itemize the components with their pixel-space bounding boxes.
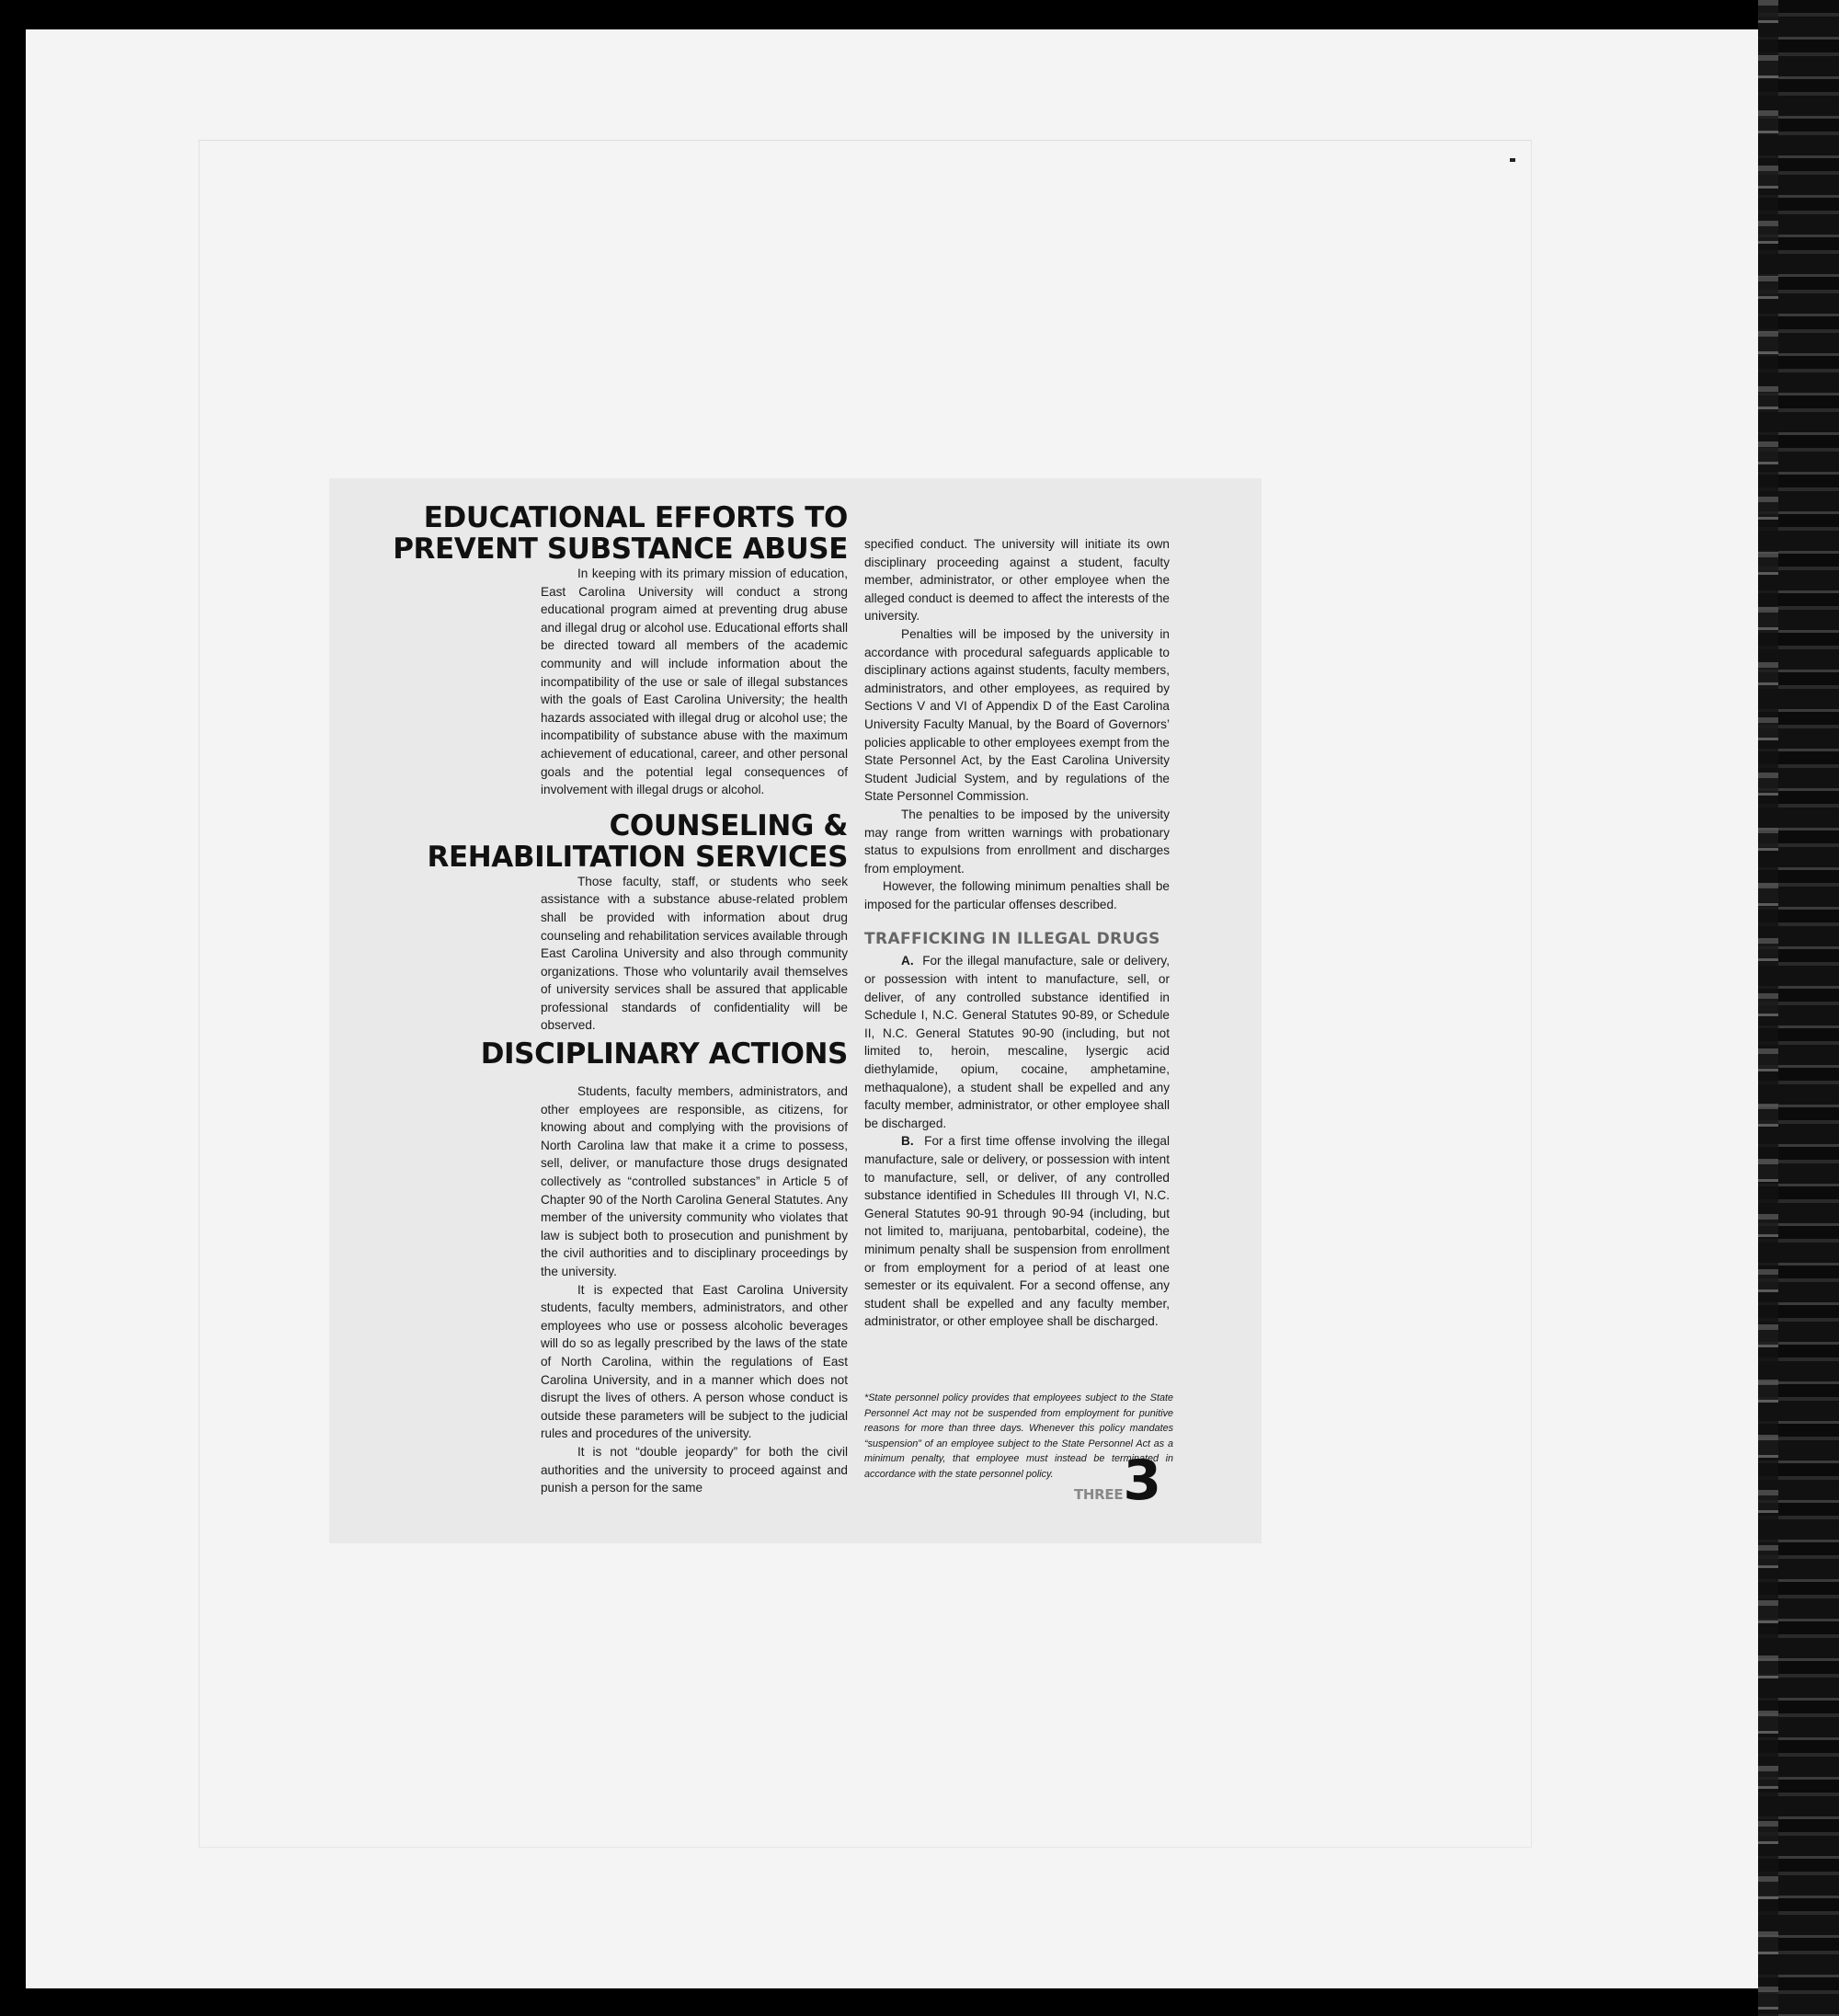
counseling-heading <box>427 808 848 874</box>
disciplinary-heading: DISCIPLINARY ACTIONS <box>480 1037 848 1071</box>
scan-edge-texture <box>1758 0 1778 2016</box>
disciplinary-paragraph-7: However, the following minimum penalties shall be imposed for the particular offenses described. <box>864 879 1170 911</box>
trafficking-paragraph-b <box>864 1132 1170 1331</box>
educational-heading-line2: PREVENT SUBSTANCE ABUSE <box>393 533 848 566</box>
right-column <box>864 535 1170 1331</box>
footnote: *State personnel policy provides that employees subject to the State Personnel Act may not be suspended from employment for punitive reasons for more than three days. Whenever this policy mandates “suspension” of an employee subject to the State Personnel Act as a minimum penalty, that employee must instead be terminated in accordance with the state personnel policy. <box>864 1392 1173 1480</box>
scan-mark <box>1510 158 1515 162</box>
trafficking-label-a: A. <box>901 954 914 968</box>
educational-paragraph: In keeping with its primary mission of education, East Carolina University will conduct a strong educational program aimed at preventing drug abuse and illegal drug or alcohol use. Educational efforts shall be directed toward all members of the academic community and will include information about the incompatibility of the use or sale of illegal substances with the goals of East Carolina University; the health hazards associated with illegal drug or alcohol use; the incompatibility of substance abuse with the maximum achievement of educational, career, and other personal goals and the potential legal consequences of involvement with illegal drugs or alcohol. <box>541 567 848 797</box>
disciplinary-paragraph-4: specified conduct. The university will initiate its own disciplinary proceeding against a student, faculty member, administrator, or other employee when the alleged conduct is deemed to affect the interests of the university. <box>864 537 1170 624</box>
disciplinary-paragraph-3: It is not “double jeopardy” for both the civil authorities and the university to proceed against and punish a person for the same <box>541 1444 848 1495</box>
educational-heading-line1: EDUCATIONAL EFFORTS TO <box>423 501 848 534</box>
trafficking-label-b: B. <box>901 1134 914 1149</box>
counseling-heading-line1: COUNSELING & <box>609 808 848 842</box>
disciplinary-paragraph-6: The penalties to be imposed by the university may range from written warnings with probationary status to expulsions from enrollment and discharges from employment. <box>864 807 1170 876</box>
trafficking-paragraph-a <box>864 952 1170 1132</box>
left-column <box>393 501 848 1497</box>
page-number-word: THREE <box>1074 1486 1124 1503</box>
trafficking-text-b: For a first time offense involving the illegal manufacture, sale or delivery, or possession with intent to manufacture, sell, or deliver, of any controlled substance identified in Schedules III through VI, N.C. General Statutes 90-91 through 90-94 (including, but not limited to, marijuana, pentobarbital, codeine), the minimum penalty shall be suspension from enrollment or from employment for a period of at least one semester or its equivalent. For a second offense, any student shall be expelled and any faculty member, administrator, or other employee shall be discharged. <box>864 1134 1170 1329</box>
disciplinary-heading-wrap <box>480 1037 848 1073</box>
disciplinary-paragraph-5: Penalties will be imposed by the university in accordance with procedural safeguards applicable to disciplinary actions against students, faculty members, administrators, and other employees, as required by Sections V and VI of Appendix D of the East Carolina University Faculty Manual, by the Board of Governors’ policies applicable to other employees exempt from the State Personnel Act, by the East Carolina University Student Judicial System, and by regulations of the State Personnel Commission. <box>864 626 1170 804</box>
counseling-heading-line2: REHABILITATION SERVICES <box>427 840 848 874</box>
page-number <box>1074 1449 1162 1513</box>
counseling-paragraph: Those faculty, staff, or students who seek assistance with a substance abuse-related problem shall be provided with information about drug counseling and rehabilitation services available through East Carolina University and also through community organizations. Those who voluntarily avail themselves of university services shall be assured that applicable professional standards of confidentiality will be observed. <box>541 874 848 1033</box>
trafficking-text-a: For the illegal manufacture, sale or delivery, or possession with intent to manufacture, sell, or deliver, of any controlled substance identified in Schedule I, N.C. General Statutes 90-89, or Schedule II, N.C. General Statutes 90-90 (including, but not limited to, heroin, mescaline, lysergic acid diethylamide, opium, cocaine, amphetamine, methaqualone), a student shall be expelled and any faculty member, administrator, or other employee shall be discharged. <box>864 954 1170 1130</box>
page-number-digit: 3 <box>1123 1449 1162 1513</box>
disciplinary-paragraph-2: It is expected that East Carolina University students, faculty members, administrators, and other employees who use or possess alcoholic beverages will do so as legally prescribed by the laws of the state of North Carolina, within the regulations of East Carolina University, and in a manner which does not disrupt the lives of others. A person whose conduct is outside these parameters will be subject to the judicial rules and procedures of the university. <box>541 1282 848 1441</box>
disciplinary-paragraph-1: Students, faculty members, administrators, and other employees are responsible, as citizens, for knowing about and complying with the provisions of North Carolina law that make it a crime to possess, sell, deliver, or manufacture those drugs designated collectively as “controlled substances” in Article 5 of Chapter 90 of the North Carolina General Statutes. Any member of the university community who violates that law is subject both to prosecution and punishment by the civil authorities and to disciplinary proceedings by the university. <box>541 1084 848 1278</box>
educational-heading <box>393 501 848 566</box>
trafficking-heading: TRAFFICKING IN ILLEGAL DRUGS <box>864 930 1160 949</box>
